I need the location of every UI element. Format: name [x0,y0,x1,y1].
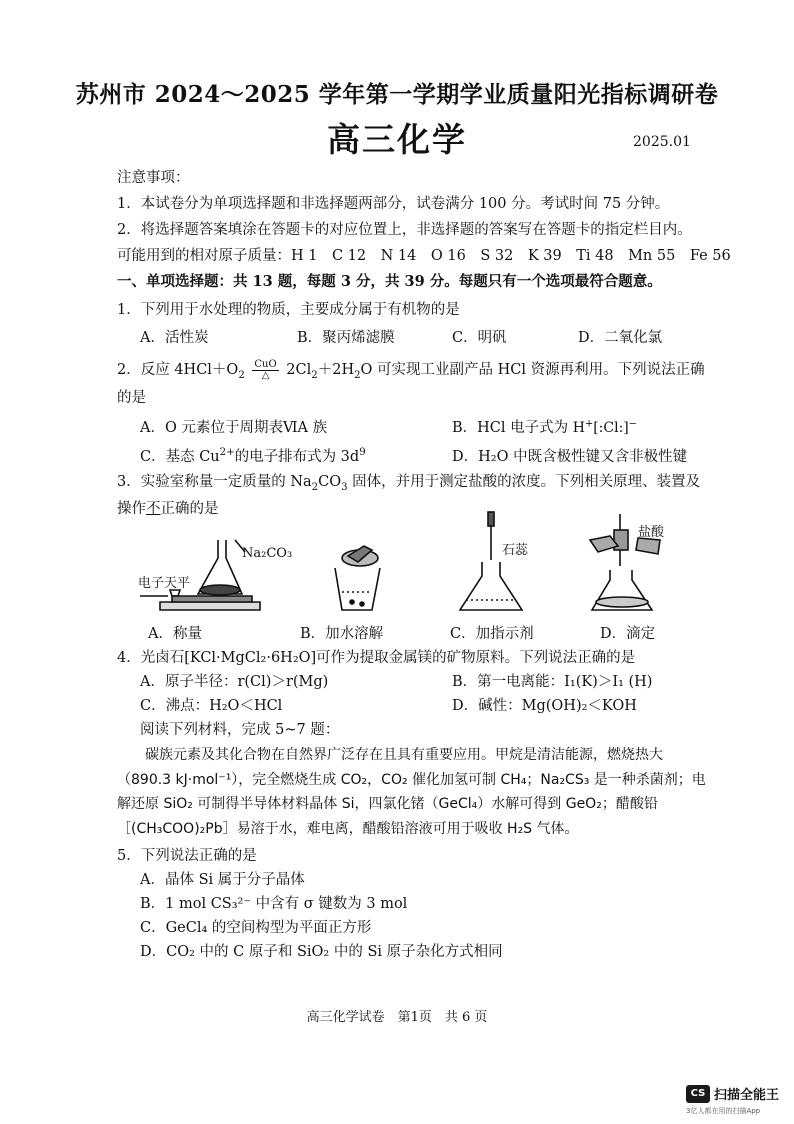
q4-stem: 4．光卤石[KCl·MgCl₂·6H₂O]可作为提取金属镁的矿物原料。下列说法正确的是 [117,650,636,666]
q3-option-d: D．滴定 [600,626,656,642]
q1-option-a: A．活性炭 [140,330,209,346]
label-balance: 电子天平 [138,576,191,591]
q3-option-c: C．加指示剂 [450,626,534,642]
q3-option-a: A．称量 [148,626,202,642]
note-2: 2．将选择题答案填涂在答题卡的对应位置上，非选择题的答案写在答题卡的指定栏目内。 [117,222,692,238]
q4-option-d: D．碱性：Mg(OH)₂＜KOH [452,698,637,714]
notes-heading: 注意事项： [117,170,190,186]
scanner-name: 扫描全能王 [714,1088,780,1103]
scanner-logo: CS [686,1085,710,1103]
exam-title: 苏州市 2024～2025 学年第一学期学业质量阳光指标调研卷 [75,81,719,108]
reading-intro: 阅读下列材料，完成 5~7 题： [140,722,340,738]
section-heading: 一、单项选择题：共 13 题，每题 3 分，共 39 分。每题只有一个选项最符合题意。 [117,273,662,290]
scanner-slogan: 3亿人都在用的扫描App [686,1107,761,1115]
label-litmus: 石蕊 [502,543,529,558]
q2-stem: 2．反应 $4HCl+O_2 \frac{\text{CuO}}{\triangle} 2Cl_2+2H_2O$ 可实现工业副产品 HCl 资源再利用。下列说法正确 [117,359,705,381]
apparatus-figures [120,510,720,622]
q2-option-a: A．O 元素位于周期表ⅥA 族 [140,420,328,436]
page-footer: 高三化学试卷 第1页 共 6 页 [306,1010,488,1025]
q2-option-c: C．基态 $Cu^{2+}$的电子排布式为 $3d^9$ [140,447,366,465]
q1-option-b: B．聚丙烯滤膜 [297,330,395,346]
q2-option-d: D．H₂O 中既含极性键又含非极性键 [452,449,688,465]
q4-option-b: B．第一电离能：I₁(K)＞I₁ (H) [452,674,653,690]
q5-option-c: C．GeCl₄ 的空间构型为平面正方形 [140,920,372,936]
reading-material: 碳族元素及其化合物在自然界广泛存在且具有重要应用。甲烷是清洁能源，燃烧热大（890.3 kJ·mol⁻¹），完全燃烧生成 CO₂，CO₂ 催化加氢可制 CH₄；Na₂CS₃ 是一种杀菌剂；电解还原 SiO₂ 可制得半导体材料晶体 Si，四氯化锗（GeCl₄）水解可得到 GeO₂；醋酸铅［(CH₃COO)₂Pb］易溶于水，难电离，醋酸铅溶液可用于吸收 H₂S 气体。 [117,747,706,837]
q1-stem: 1．下列用于水处理的物质，主要成分属于有机物的是 [117,302,460,318]
indicator-figure [460,512,522,610]
note-1: 1．本试卷分为单项选择题和非选择题两部分，试卷满分 100 分。考试时间 75 分钟。 [117,196,670,212]
q4-option-c: C．沸点：H₂O＜HCl [140,698,283,714]
q5-stem: 5．下列说法正确的是 [117,848,257,864]
q3-stem: 3．实验室称量一定质量的 $Na_2CO_3$ 固体，并用于测定盐酸的浓度。下列相关原理、装置及 [117,474,701,493]
exam-date: 2025.01 [633,134,691,150]
label-na2co3: Na₂CO₃ [242,546,293,561]
q5-option-b: B．1 mol CS₃²⁻ 中含有 σ 键数为 3 mol [140,896,408,912]
q2-stem-cont: 的是 [117,390,146,406]
q2-option-b: B．HCl 电子式为 H+[:Cl:]− [452,418,637,436]
q1-option-c: C．明矾 [452,330,507,346]
dissolving-figure [335,546,380,610]
q1-option-d: D．二氧化氯 [578,330,663,346]
q4-option-a: A．原子半径：r(Cl)＞r(Mg) [140,674,329,690]
electron-dot-formula-icon: H+[:Cl:]− [572,418,637,436]
reaction-condition: $\frac{\text{CuO}}{\triangle}$ [254,359,277,381]
q5-option-a: A．晶体 Si 属于分子晶体 [140,872,305,888]
label-hcl: 盐酸 [638,525,665,540]
q3-option-b: B．加水溶解 [300,626,384,642]
q5-option-d: D．CO₂ 中的 C 原子和 SiO₂ 中的 Si 原子杂化方式相同 [140,944,503,960]
atomic-masses: 可能用到的相对原子质量：H 1 C 12 N 14 O 16 S 32 K 39 Ti 48 Mn 55 Fe 56 [117,248,731,264]
q3-stem-cont: 操作不正确的是 [117,501,219,517]
subject-title: 高三化学 [327,120,467,159]
